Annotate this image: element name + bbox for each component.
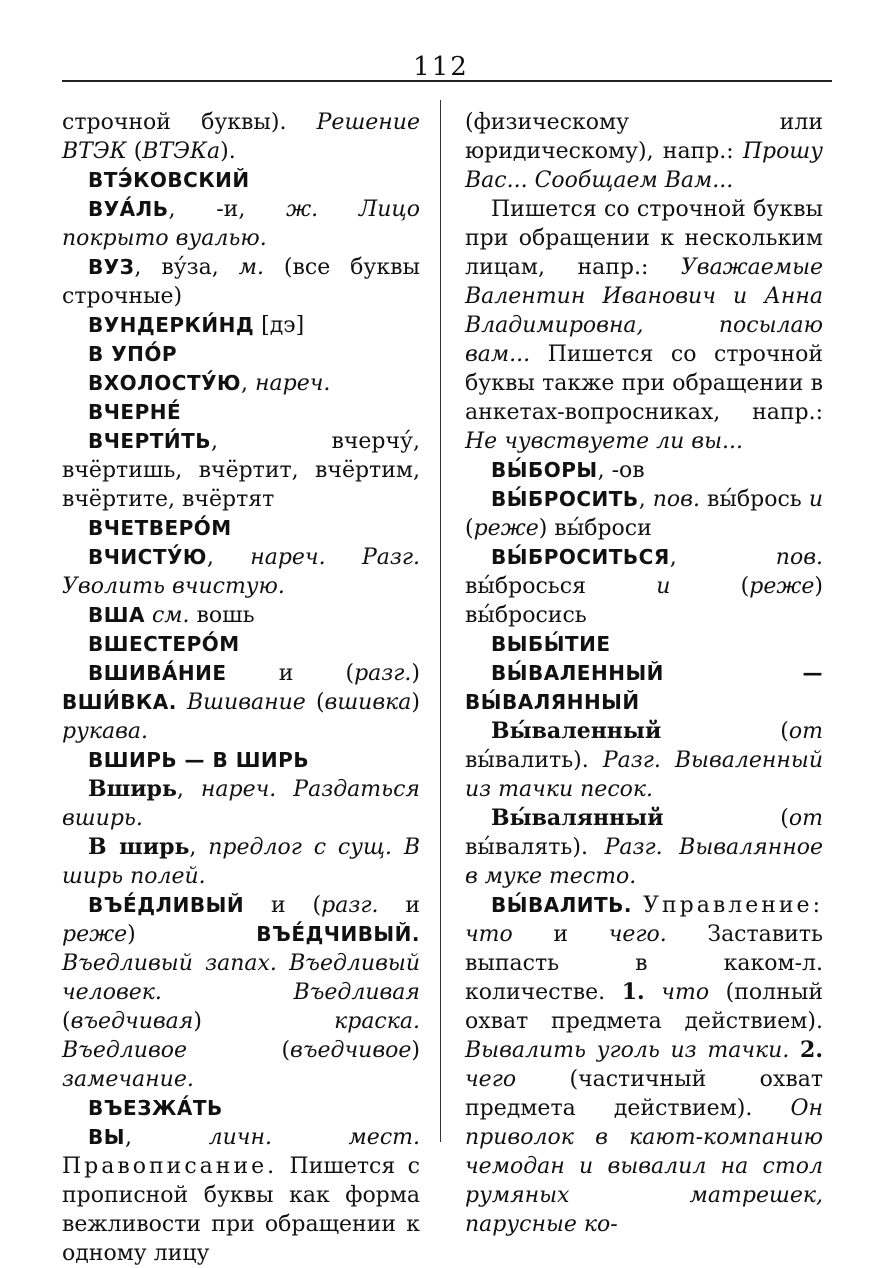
dictionary-entry	[465, 485, 823, 543]
entry-text: предлог с сущ. В ширь полей.	[62, 835, 421, 889]
dictionary-entry	[465, 717, 823, 804]
entry-text: замечание.	[62, 1067, 194, 1092]
entry-text: ,	[189, 835, 209, 860]
headword: ВУНДЕРКИ́НД	[88, 313, 255, 337]
headword: ВЧЕРТИ́ТЬ	[88, 429, 211, 453]
dictionary-entry	[62, 630, 420, 659]
entry-text: Он приволок в кают-компанию чемодан и вывалил на стол румяных матрешек, парусные ко-	[465, 1096, 823, 1237]
dictionary-entry	[62, 1094, 420, 1123]
entry-text: (частичный охват предмета действием).	[465, 1067, 823, 1121]
entry-text: (все буквы строчные)	[62, 255, 420, 309]
headword: ВХОЛОСТУ́Ю	[88, 371, 241, 395]
entry-text: Разг. Вываленный из тачки песок.	[465, 748, 823, 802]
entry-text: [дэ]	[254, 313, 305, 338]
headword: 1.	[621, 979, 645, 1005]
entry-text: разг.	[321, 893, 379, 918]
headword: Вы́валенный	[491, 718, 662, 744]
entry-text: ,	[638, 487, 653, 512]
dictionary-entry	[62, 775, 420, 833]
entry-text: , ву́за,	[134, 255, 239, 280]
right-column	[465, 108, 823, 1239]
dictionary-entry	[62, 311, 420, 340]
entry-text: что	[465, 922, 513, 947]
entry-text: въедчивое	[290, 1038, 412, 1063]
entry-text: ) вы́броси	[538, 516, 652, 541]
dictionary-entry	[62, 195, 420, 253]
entry-text: Решение ВТЭК	[62, 110, 420, 164]
headword: ВУА́ЛЬ	[88, 197, 169, 221]
entry-text: (	[126, 139, 143, 164]
dictionary-entry	[62, 1123, 420, 1268]
headword: ВЫБЫ́ТИЕ	[491, 632, 611, 656]
entry-text: разг.	[354, 661, 412, 686]
entry-text: ,	[206, 545, 251, 570]
entry-text: личн. мест.	[208, 1125, 420, 1150]
entry-text: нареч.	[255, 371, 331, 396]
dictionary-entry	[62, 891, 420, 1094]
entry-text: (	[62, 1009, 71, 1034]
entry-text: (физическому или юридическому), напр.:	[465, 110, 823, 164]
headword: ВШИ́ВКА.	[62, 690, 177, 714]
entry-text: ).	[220, 139, 236, 164]
entry-text: (	[663, 806, 789, 831]
dictionary-entry	[62, 108, 420, 166]
entry-text: рукава.	[62, 719, 149, 744]
headword: ВЧИСТУ́Ю	[88, 545, 207, 569]
entry-text: и	[512, 922, 609, 947]
dictionary-entry	[62, 514, 420, 543]
headword: 2.	[800, 1037, 823, 1063]
entry-text	[645, 980, 662, 1005]
headword: ВЧЕРНЕ́	[88, 400, 182, 424]
entry-text: пов.	[652, 487, 700, 512]
entry-text: (	[305, 690, 325, 715]
entry-text: от	[788, 806, 823, 831]
dictionary-entry	[62, 746, 420, 775]
entry-text	[177, 690, 187, 715]
column-divider	[440, 100, 441, 1142]
headword: ВУЗ	[88, 255, 135, 279]
headword: ВЫ́ВАЛИТЬ.	[491, 893, 633, 917]
entry-text: и	[808, 487, 823, 512]
entry-text: вошь	[189, 603, 255, 628]
left-column	[62, 108, 420, 1268]
entry-text: краска. Въедливое	[62, 1009, 420, 1063]
entry-text: вы́брось	[699, 487, 809, 512]
dictionary-entry	[465, 543, 823, 630]
headword: ВЫ́БОРЫ	[491, 458, 598, 482]
dictionary-entry	[465, 456, 823, 485]
entry-text: (полный охват предмета действием).	[465, 980, 823, 1034]
dictionary-entry	[62, 659, 420, 746]
entry-text: и (	[226, 661, 355, 686]
headword: ВЪЕ́ДЧИВЫЙ.	[256, 922, 420, 946]
entry-text: пов.	[775, 545, 823, 570]
entry-text: вы́валять).	[465, 835, 605, 860]
entry-text: ,	[176, 777, 201, 802]
headword: ВЫ́БРОСИТЬ	[491, 487, 639, 511]
headword: ВЧЕТВЕРО́М	[88, 516, 232, 540]
entry-text: Пишется со строчной буквы при обращении к нескольким лицам, напр.:	[465, 197, 823, 280]
dictionary-entry	[62, 601, 420, 630]
entry-text: ВТЭКа	[142, 139, 221, 164]
entry-text: реже	[749, 574, 815, 599]
entry-text: Не чувствуете ли вы...	[465, 429, 743, 454]
entry-text: (	[670, 574, 750, 599]
entry-text: что	[661, 980, 710, 1005]
entry-text: )	[127, 922, 257, 947]
entry-text: строчной буквы).	[62, 110, 317, 135]
entry-text: ,	[241, 371, 255, 396]
entry-text: , -и,	[168, 197, 287, 222]
headword: ВЪЕ́ДЛИВЫЙ	[88, 893, 245, 917]
dictionary-entry	[465, 195, 823, 456]
entry-text	[145, 603, 152, 628]
entry-text: нареч. Разг. Уволить вчистую.	[62, 545, 420, 599]
entry-text: въедчивая	[70, 1009, 194, 1034]
dictionary-entry	[62, 543, 420, 601]
headword: ВШЕСТЕРО́М	[88, 632, 240, 656]
entry-text: от	[788, 719, 823, 744]
entry-text: )	[411, 1038, 420, 1063]
headword: Вширь	[88, 776, 177, 802]
entry-text: Прошу Вас... Сообщаем Вам...	[465, 139, 823, 193]
entry-text: Управление:	[643, 893, 823, 918]
entry-text: и (	[244, 893, 322, 918]
entry-text: Уважаемые Валентин Иванович и Анна Владимировна, посылаю вам...	[465, 255, 823, 367]
entry-text: Заставить выпасть в каком-л. количестве.	[465, 922, 823, 1005]
entry-text: ) вы́бросись	[465, 574, 823, 628]
entry-text: )	[411, 661, 420, 686]
dictionary-entry	[465, 108, 823, 195]
entry-text: чего.	[608, 922, 667, 947]
headword: ВЫ	[88, 1125, 125, 1149]
entry-text: Вшивание	[187, 690, 306, 715]
headword: ВША	[88, 603, 145, 627]
dictionary-entry	[465, 804, 823, 891]
entry-text: Вывалить уголь из тачки.	[465, 1038, 790, 1063]
dictionary-entry	[465, 891, 823, 1239]
entry-text: )	[193, 1009, 335, 1034]
entry-text: (	[465, 516, 474, 541]
entry-text: см.	[151, 603, 190, 628]
dictionary-entry	[62, 427, 420, 514]
entry-text: реже	[473, 516, 539, 541]
headword: ВТЭ́КОВСКИЙ	[88, 168, 250, 192]
dictionary-entry	[465, 659, 823, 717]
page-number: 112	[413, 52, 469, 82]
entry-text	[789, 1038, 800, 1063]
dictionary-entry	[62, 833, 420, 891]
headword: Вы́валянный	[491, 805, 664, 831]
entry-text: (	[661, 719, 789, 744]
entry-text: и	[656, 574, 671, 599]
entry-text: чего	[465, 1067, 517, 1092]
headword: В ширь	[88, 834, 190, 860]
entry-text: (	[187, 1038, 291, 1063]
headword: ВШИРЬ — В ШИРЬ	[88, 748, 310, 772]
entry-text: Пишется со строчной буквы также при обращении в анкетах-вопросниках, напр.:	[465, 342, 823, 425]
headword: ВЫ́БРОСИТЬСЯ	[491, 545, 670, 569]
dictionary-entry	[62, 340, 420, 369]
header-rule	[62, 80, 832, 82]
dictionary-entry	[62, 166, 420, 195]
headword: ВЪЕЗЖА́ТЬ	[88, 1096, 223, 1120]
entry-text	[632, 893, 643, 918]
entry-text: вы́бросься	[465, 574, 657, 599]
entry-text: м.	[238, 255, 264, 280]
entry-text: и	[378, 893, 421, 918]
entry-text: Разг. Вывалянное в муке тесто.	[465, 835, 823, 889]
dictionary-entry	[62, 253, 420, 311]
entry-text: нареч. Раздаться вширь.	[62, 777, 420, 831]
entry-text: Въедливый запах. Въедливый человек. Въедливая	[62, 951, 420, 1005]
entry-text: , -ов	[597, 458, 645, 483]
entry-text: )	[411, 690, 420, 715]
dictionary-entry	[62, 369, 420, 398]
entry-text: ,	[669, 545, 776, 570]
entry-text: Пишется с прописной буквы как форма вежливости при обращении к одному лицу	[62, 1154, 420, 1266]
entry-text: Правописание.	[62, 1154, 278, 1179]
entry-text: вшивка	[324, 690, 412, 715]
headword: ВЫ́ВАЛЕННЫЙ — ВЫ́ВАЛЯННЫЙ	[465, 661, 823, 714]
dictionary-entry	[62, 398, 420, 427]
dictionary-entry	[465, 630, 823, 659]
entry-text: , вчерчу́, вчёртишь, вчёртит, вчёртим, вчёртите, вчёртят	[62, 429, 420, 512]
entry-text: ж. Лицо покрыто вуалью.	[62, 197, 420, 251]
entry-text: ,	[124, 1125, 209, 1150]
entry-text: вы́валить).	[465, 748, 603, 773]
headword: В УПО́Р	[88, 342, 178, 366]
entry-text: реже	[62, 922, 128, 947]
headword: ВШИВА́НИЕ	[88, 661, 227, 685]
